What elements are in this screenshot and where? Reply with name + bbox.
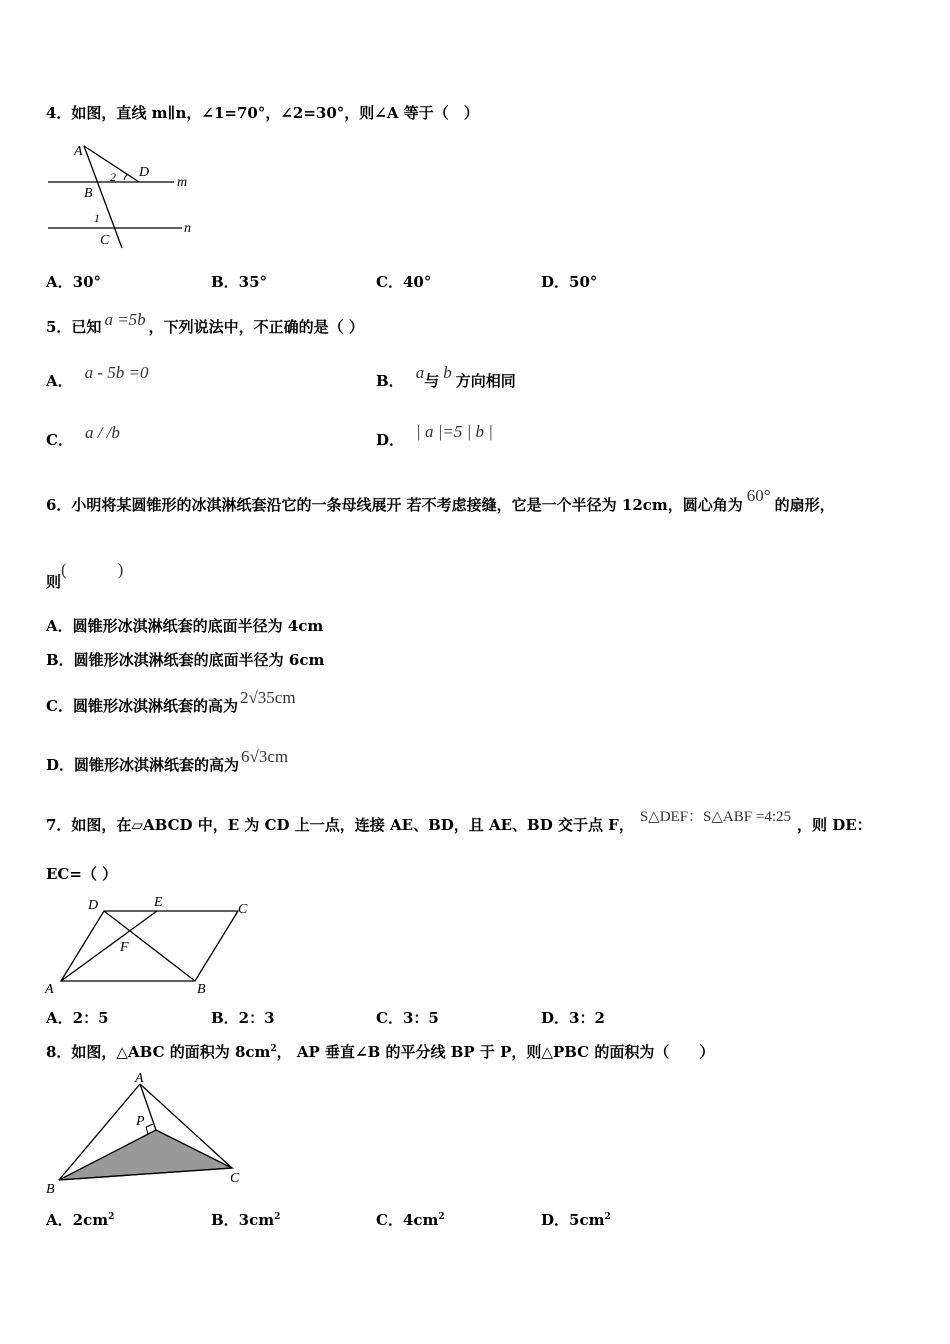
q7-option-a[interactable]: A．2：5 (46, 1009, 109, 1027)
label-E: E (154, 895, 163, 910)
q5-option-b-math-a: a (415, 363, 425, 382)
q7-option-b[interactable]: B．2：3 (211, 1009, 275, 1027)
q8-option-a-sup: 2 (108, 1212, 115, 1222)
q5-option-b-mid: 与 (424, 372, 440, 390)
q8-option-b-text: B．3cm (211, 1211, 275, 1229)
q5-option-c[interactable] (46, 423, 120, 450)
q7-stem-post: ，则 DE： (797, 816, 872, 834)
q6-option-c-math: 2√35cm (239, 688, 296, 707)
q7-option-c[interactable]: C．3：5 (376, 1009, 439, 1027)
q8-option-a[interactable] (46, 1209, 114, 1230)
q8-stem-sup: 2 (270, 1044, 277, 1054)
q4-option-d[interactable]: D．50° (541, 273, 598, 291)
q6-stem-post: 的扇形， (774, 496, 835, 514)
q6-option-d-text: D．圆锥形冰淇淋纸套的高为 (46, 756, 240, 774)
q8-option-b-sup: 2 (274, 1212, 281, 1222)
q8-option-a-text: A．2cm (46, 1211, 109, 1229)
label-n: n (184, 221, 191, 236)
q6-stem (46, 486, 835, 515)
q8-stem (46, 1041, 714, 1062)
q7-stem (46, 809, 872, 835)
segment-BD (104, 911, 195, 981)
label-C: C (238, 902, 248, 917)
q5-option-a-math: a - 5b =0 (84, 363, 149, 382)
q5-option-a-label: A． (46, 372, 73, 390)
q8-option-c[interactable] (376, 1209, 445, 1230)
q6-option-c-text: C．圆锥形冰淇淋纸套的高为 (46, 697, 238, 715)
q5-option-a[interactable] (46, 363, 149, 391)
q8-option-d-sup: 2 (604, 1212, 611, 1222)
q5-option-c-label: C． (46, 431, 73, 449)
label-F: F (120, 940, 129, 955)
label-angle-1: 1 (94, 211, 100, 225)
q7-option-d[interactable]: D．3：2 (541, 1009, 605, 1027)
q7-line2: EC=（ ） (46, 865, 118, 883)
segment-AE (61, 911, 157, 981)
q6-line2 (46, 560, 124, 592)
q4-option-b[interactable]: B．35° (211, 273, 268, 291)
q8-option-d-text: D．5cm (541, 1211, 605, 1229)
q7-figure (42, 893, 262, 1001)
q6-option-a[interactable]: A．圆锥形冰淇淋纸套的底面半径为 4cm (46, 617, 324, 635)
label-A: A (45, 982, 54, 997)
label-angle-2: 2 (110, 170, 116, 184)
q5-option-d[interactable] (376, 422, 493, 450)
q8-figure (42, 1068, 252, 1198)
q6-option-b[interactable]: B．圆锥形冰淇淋纸套的底面半径为 6cm (46, 651, 325, 669)
label-A: A (135, 1071, 144, 1086)
label-C: C (100, 233, 110, 248)
q6-option-d-math: 6√3cm (241, 747, 289, 766)
q8-option-c-sup: 2 (438, 1212, 445, 1222)
q5-stem-post: ，下列说法中，不正确的是（ ） (148, 318, 364, 336)
q6-option-d[interactable] (46, 747, 289, 775)
q8-option-c-text: C．4cm (376, 1211, 439, 1229)
q6-line2-paren: ( ) (61, 560, 124, 579)
q6-stem-math: 60° (746, 486, 771, 505)
label-A: A (74, 144, 83, 159)
q5-option-b-label: B． (376, 372, 404, 390)
q5-stem (46, 310, 364, 337)
q5-option-c-math: a / /b (84, 423, 120, 442)
q6-line2-text: 则 (46, 573, 62, 591)
q8-stem-post: ， AP 垂直∠B 的平分线 BP 于 P，则△PBC 的面积为（ ） (276, 1043, 715, 1061)
q5-option-d-label: D． (376, 431, 405, 449)
q4-stem: 4．如图，直线 m∥n，∠1=70°，∠2=30°，则∠A 等于（ ） (46, 104, 479, 122)
label-P: P (136, 1114, 145, 1129)
q8-option-d[interactable] (541, 1209, 611, 1230)
label-C: C (230, 1171, 240, 1186)
label-m: m (177, 175, 188, 190)
shaded-triangle-PBC (59, 1130, 232, 1180)
label-D: D (88, 898, 99, 913)
q5-option-d-math: | a |=5 | b | (416, 422, 493, 441)
q4-option-c[interactable]: C．40° (376, 273, 432, 291)
angle-2-arc (124, 174, 128, 180)
label-D: D (139, 165, 150, 180)
q4-option-a[interactable]: A．30° (46, 273, 102, 291)
label-B: B (84, 186, 93, 201)
q5-stem-pre: 5．已知 (46, 318, 102, 336)
label-B: B (197, 982, 206, 997)
q4-figure (44, 138, 204, 253)
q7-stem-pre: 7．如图，在▱ABCD 中，E 为 CD 上一点，连接 AE、BD，且 AE、BD 交于点 F， (46, 816, 634, 834)
q5-option-b-math-b: b (443, 363, 452, 382)
q8-stem-pre: 8．如图，△ABC 的面积为 8cm (46, 1043, 271, 1061)
q5-option-b[interactable] (376, 363, 516, 391)
q5-stem-math: a =5b (104, 310, 146, 329)
q6-option-c[interactable] (46, 688, 296, 716)
q5-option-b-post: 方向相同 (455, 372, 516, 390)
label-B: B (46, 1182, 55, 1197)
q8-option-b[interactable] (211, 1209, 280, 1230)
q7-stem-math: S△DEF：S△ABF =4:25 (639, 809, 791, 825)
q6-stem-pre: 6．小明将某圆锥形的冰淇淋纸套沿它的一条母线展开 若不考虑接缝，它是一个半径为 12cm，圆心角为 (46, 496, 743, 514)
